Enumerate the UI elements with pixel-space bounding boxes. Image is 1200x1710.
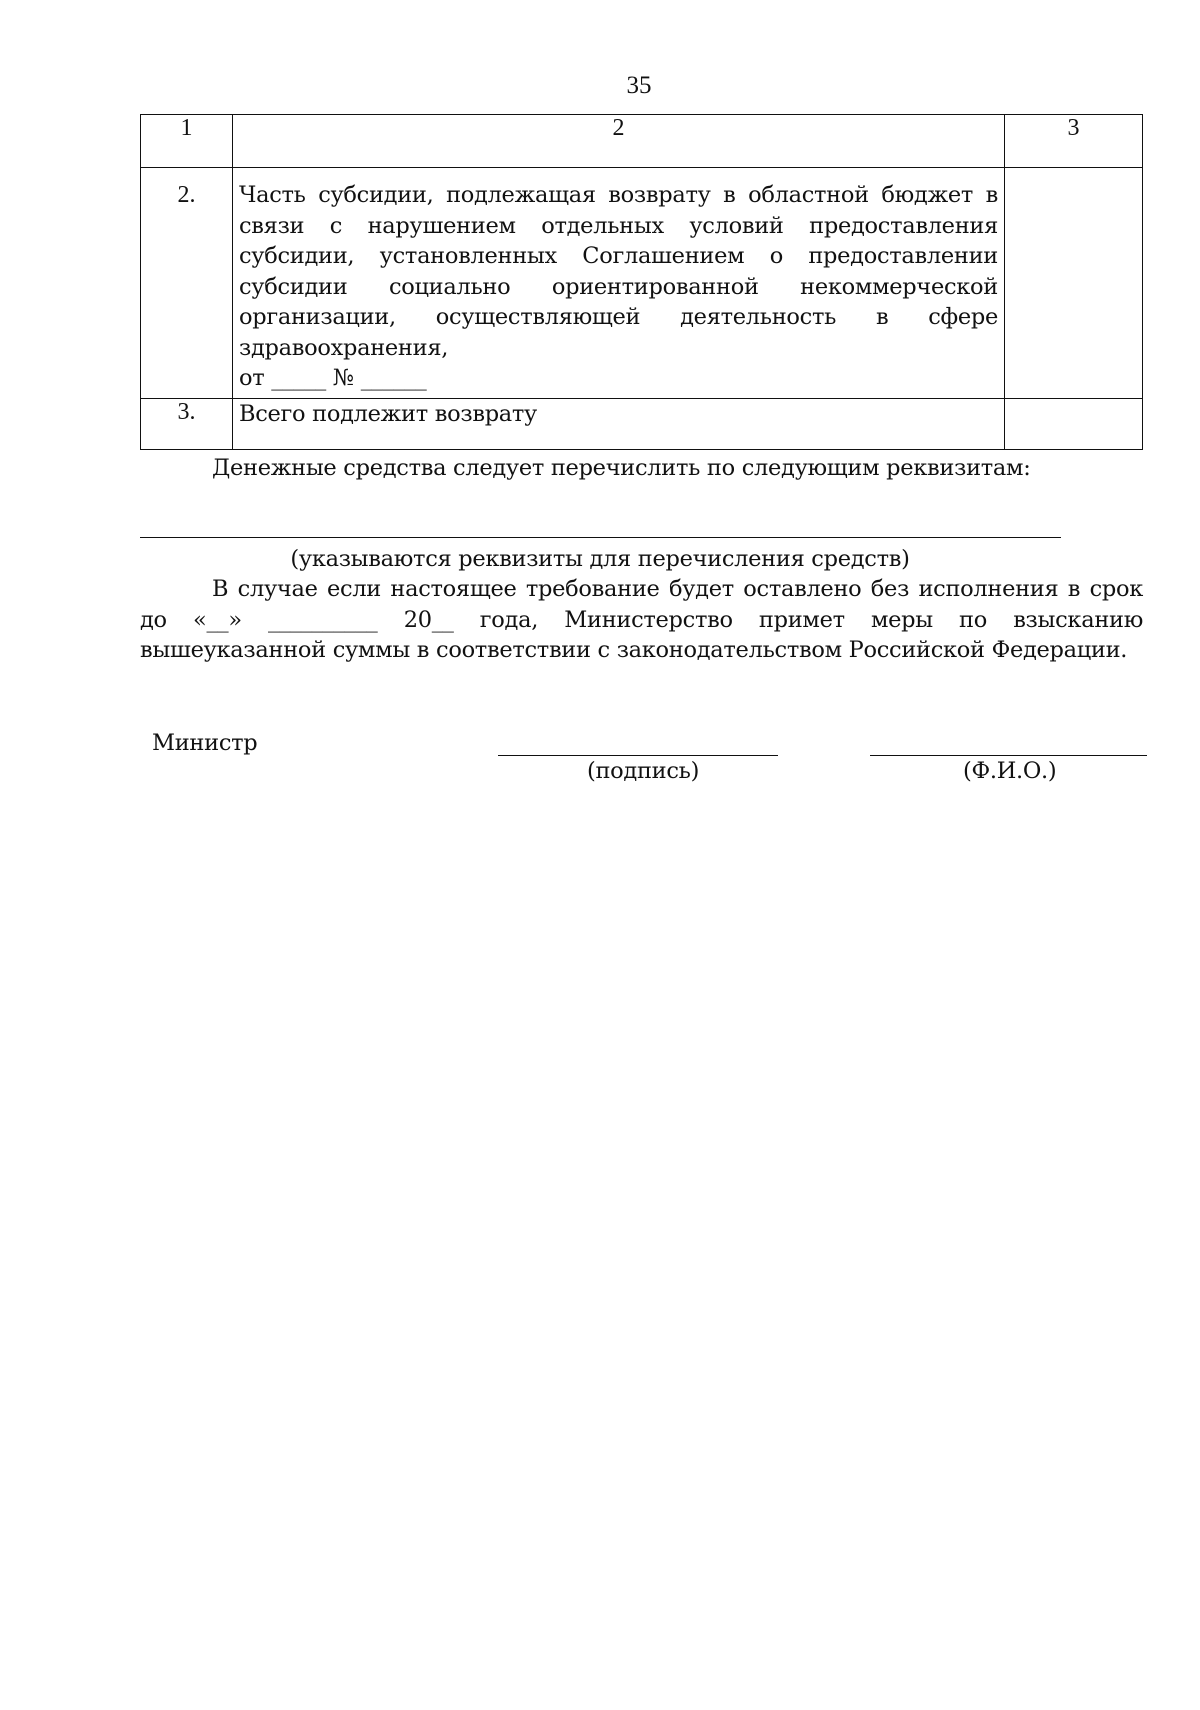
table-header-row — [141, 115, 1143, 168]
row-description-text: Часть субсидии, подлежащая возврату в областной бюджет в связи с нарушением отдельных условий предоставления субсидии, установленных Соглашением о предоставлении субсидии социально ориентированной некоммерческой организации, осуществляющей деятельность в сфере здравоохранения, — [239, 182, 998, 361]
table-header-cell: 1 — [141, 115, 233, 168]
table-header-cell: 3 — [1005, 115, 1143, 168]
row-description — [233, 168, 1005, 399]
row-number: 3. — [141, 398, 233, 449]
row-number: 2. — [141, 168, 233, 399]
table-header-cell: 2 — [233, 115, 1005, 168]
signature-line — [498, 755, 778, 756]
row-description: Всего подлежит возврату — [233, 398, 1005, 449]
row-value — [1005, 168, 1143, 399]
requisites-line — [140, 537, 1061, 538]
signatory-position: Министр — [152, 730, 258, 756]
row-description-tail: от _____ № ______ — [239, 365, 427, 391]
warning-paragraph: В случае если настоящее требование будет оставлено без исполнения в срок до «__» __________ 20__ года, Министерство примет меры по взысканию вышеуказанной суммы в соответствии с законодательством Российской Федерации. — [140, 576, 1143, 663]
page-number: 35 — [626, 72, 652, 99]
signature-caption: (подпись) — [587, 758, 700, 784]
name-caption: (Ф.И.О.) — [963, 758, 1057, 784]
name-line — [870, 755, 1147, 756]
requisites-caption: (указываются реквизиты для перечисления средств) — [290, 546, 910, 572]
table-row — [141, 398, 1143, 449]
transfer-instructions: Денежные средства следует перечислить по следующим реквизитам: — [212, 455, 1031, 481]
refund-table — [140, 114, 1143, 450]
table-row — [141, 168, 1143, 399]
row-value — [1005, 398, 1143, 449]
